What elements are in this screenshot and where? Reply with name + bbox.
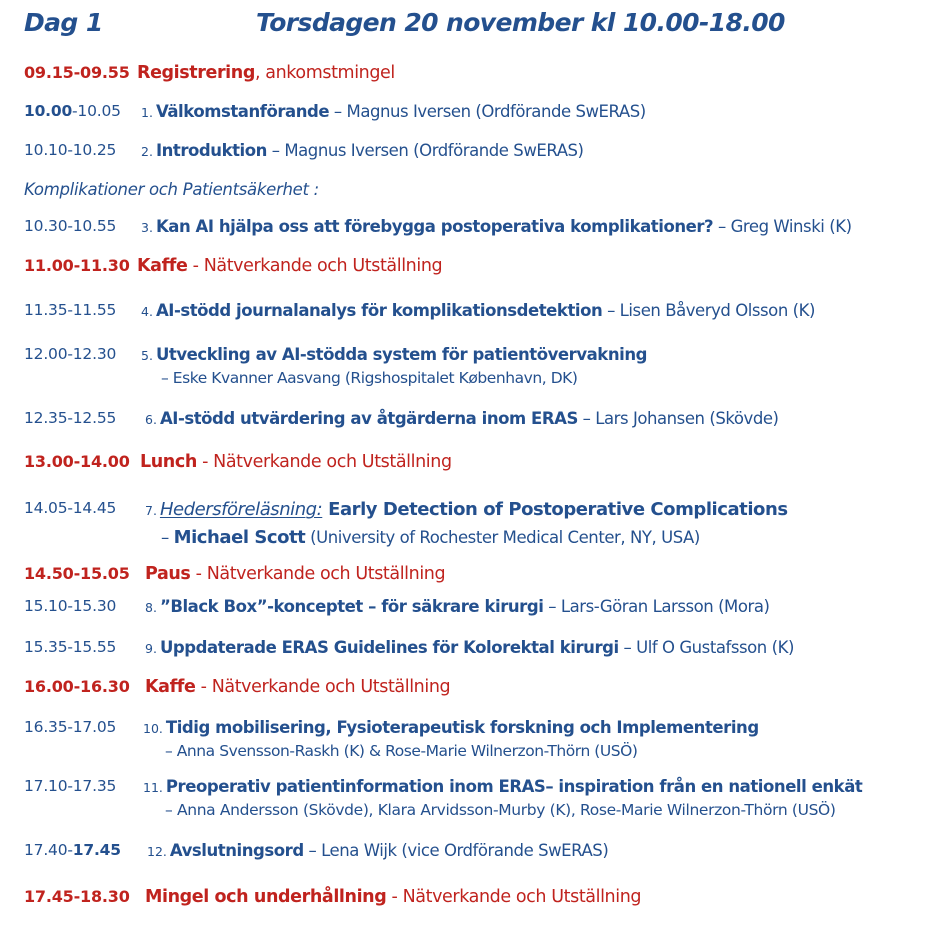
time-slot: 16.35-17.05: [24, 718, 117, 736]
time-slot: 12.00-12.30: [24, 345, 117, 363]
talk-number: 12.: [147, 844, 167, 859]
talk-content: [141, 141, 584, 160]
talk-speaker: [161, 527, 700, 548]
talk-title: ”Black Box”-konceptet – för säkrare kirurgi: [159, 597, 544, 616]
talk-title: AI-stödd journalanalys för komplikationsdetektion: [155, 301, 603, 320]
talk-title: Tidig mobilisering, Fysioterapeutisk forskning och Implementering: [165, 718, 759, 737]
talk-number: 11.: [143, 780, 163, 795]
talk-content: [141, 345, 647, 364]
talk-title: Early Detection of Postoperative Complications: [322, 499, 788, 520]
talk-speaker: – Lars-Göran Larsson (Mora): [543, 597, 770, 616]
time-slot: 13.00-14.00: [24, 452, 130, 471]
talk-content: [141, 217, 852, 236]
time-slot: 10.10-10.25: [24, 141, 117, 159]
speaker-name: Michael Scott: [173, 527, 306, 548]
talk-title: Introduktion: [155, 141, 267, 160]
break-description: , ankomstmingel: [254, 63, 395, 83]
break-title: Mingel och underhållning: [145, 887, 387, 907]
talk-speaker: – Eske Kvanner Aasvang (Rigshospitalet København, DK): [161, 369, 578, 387]
talk-speaker: – Anna Svensson-Raskh (K) & Rose-Marie Wilnerzon-Thörn (USÖ): [165, 742, 638, 760]
talk-number: 9.: [145, 641, 157, 656]
talk-speaker: – Lars Johansen (Skövde): [577, 409, 779, 428]
break-content: [140, 452, 452, 472]
time-slot: 14.50-15.05: [24, 564, 130, 583]
break-content: [137, 256, 442, 276]
break-title: Kaffe: [137, 256, 188, 276]
talk-content: [147, 841, 608, 860]
talk-number: 1.: [141, 105, 153, 120]
break-description: - Nätverkande och Utställning: [386, 887, 642, 907]
break-title: Lunch: [140, 452, 197, 472]
program-header: [24, 8, 924, 44]
time-slot: 14.05-14.45: [24, 499, 117, 517]
talk-content: [145, 638, 794, 657]
talk-number: 2.: [141, 144, 153, 159]
talk-speaker: – Magnus Iversen (Ordförande SwERAS): [329, 102, 646, 121]
break-description: - Nätverkande och Utställning: [187, 256, 443, 276]
time-end: -10.05: [72, 102, 121, 120]
time-end: 17.45: [72, 841, 121, 859]
date-heading: Torsdagen 20 november kl 10.00-18.00: [256, 8, 785, 37]
time-slot: 17.45-18.30: [24, 887, 130, 906]
talk-speaker: – Lisen Båveryd Olsson (K): [602, 301, 815, 320]
time-start: 10.00: [24, 102, 73, 120]
talk-number: 8.: [145, 600, 157, 615]
talk-speaker: – Magnus Iversen (Ordförande SwERAS): [266, 141, 584, 160]
talk-speaker: – Lena Wijk (vice Ordförande SwERAS): [303, 841, 609, 860]
section-heading: Komplikationer och Patientsäkerhet :: [24, 180, 319, 199]
talk-content: [145, 409, 779, 428]
talk-content: [141, 301, 815, 320]
time-slot: [24, 841, 121, 859]
talk-title: Avslutningsord: [169, 841, 304, 860]
talk-content: [143, 718, 759, 737]
talk-content: [141, 102, 646, 121]
time-slot: 16.00-16.30: [24, 677, 130, 696]
time-slot: 10.30-10.55: [24, 217, 117, 235]
break-content: [137, 63, 395, 83]
talk-speaker: – Ulf O Gustafsson (K): [618, 638, 794, 657]
talk-title: Preoperativ patientinformation inom ERAS– inspiration från en nationell enkät: [165, 777, 863, 796]
time-slot: 17.10-17.35: [24, 777, 117, 795]
day-label: Dag 1: [24, 8, 103, 37]
talk-content: [145, 499, 788, 520]
time-slot: 11.35-11.55: [24, 301, 117, 319]
time-slot: 11.00-11.30: [24, 256, 130, 275]
talk-speaker: – Anna Andersson (Skövde), Klara Arvidsson-Murby (K), Rose-Marie Wilnerzon-Thörn (USÖ): [165, 801, 836, 819]
break-description: - Nätverkande och Utställning: [190, 564, 446, 584]
talk-number: 6.: [145, 412, 157, 427]
talk-title: Välkomstanförande: [155, 102, 330, 121]
time-slot: [24, 102, 121, 120]
talk-title: Utveckling av AI-stödda system för patientövervakning: [155, 345, 647, 364]
talk-number: 10.: [143, 721, 163, 736]
talk-content: [145, 597, 769, 616]
time-slot: 15.35-15.55: [24, 638, 117, 656]
honorary-lecture-label: Hedersföreläsning:: [159, 499, 323, 520]
talk-number: 4.: [141, 304, 153, 319]
talk-speaker: – Greg Winski (K): [713, 217, 852, 236]
break-title: Paus: [145, 564, 191, 584]
break-description: - Nätverkande och Utställning: [195, 677, 451, 697]
talk-title: Uppdaterade ERAS Guidelines för Kolorektal kirurgi: [159, 638, 619, 657]
break-content: [145, 887, 641, 907]
talk-title: Kan AI hjälpa oss att förebygga postoperativa komplikationer?: [155, 217, 714, 236]
speaker-affiliation: (University of Rochester Medical Center, NY, USA): [305, 528, 700, 547]
talk-title: AI-stödd utvärdering av åtgärderna inom ERAS: [159, 409, 578, 428]
time-slot: 15.10-15.30: [24, 597, 117, 615]
speaker-dash: –: [161, 528, 174, 547]
talk-number: 3.: [141, 220, 153, 235]
time-slot: 12.35-12.55: [24, 409, 117, 427]
talk-content: [143, 777, 862, 796]
time-slot: 09.15-09.55: [24, 63, 130, 82]
break-content: [145, 564, 445, 584]
break-description: - Nätverkande och Utställning: [196, 452, 452, 472]
break-content: [145, 677, 450, 697]
talk-number: 5.: [141, 348, 153, 363]
talk-number: 7.: [145, 503, 157, 518]
time-start: 17.40-: [24, 841, 73, 859]
break-title: Registrering: [137, 63, 255, 83]
break-title: Kaffe: [145, 677, 196, 697]
